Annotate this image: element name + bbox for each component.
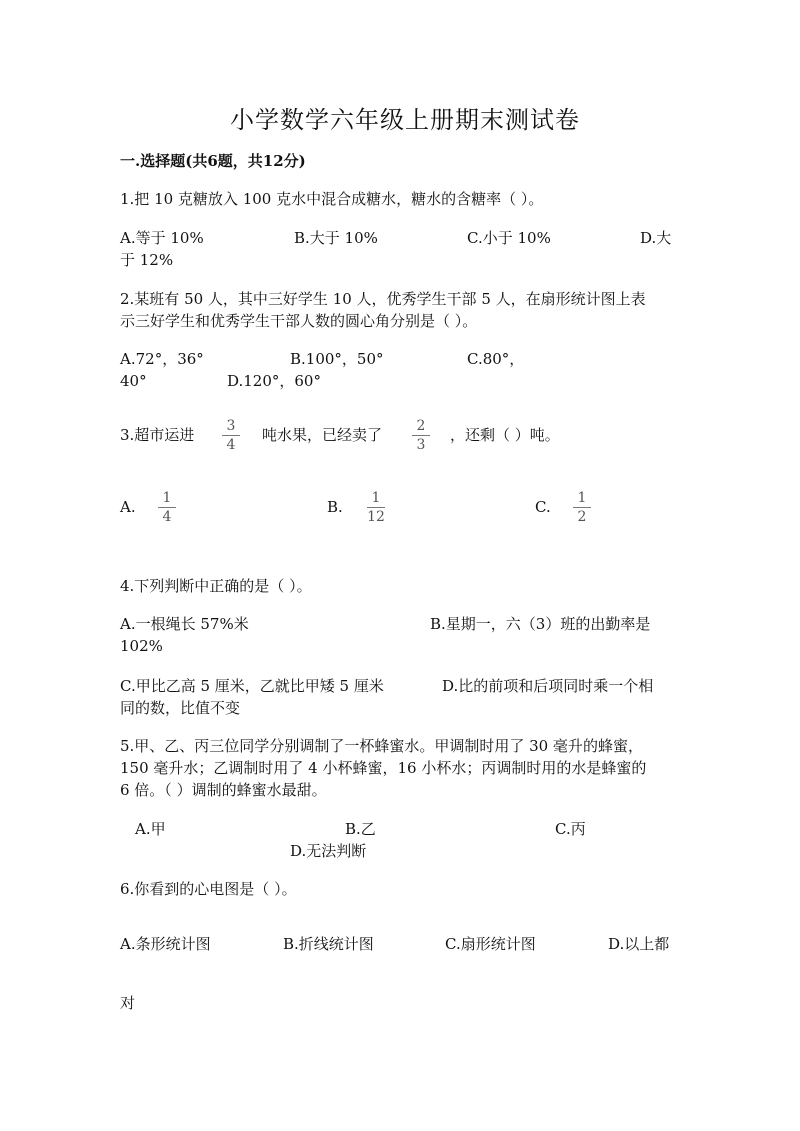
question-6-option-b: B.折线统计图 xyxy=(283,935,374,953)
question-5-stem-line1: 5.甲、乙、丙三位同学分别调制了一杯蜂蜜水。甲调制时用了 30 毫升的蜂蜜， xyxy=(120,737,643,755)
question-1-option-d: D.大 xyxy=(640,229,672,247)
question-4-stem: 4.下列判断中正确的是（ ）。 xyxy=(120,577,312,595)
question-3-stem-part3: ，还剩（ ）吨。 xyxy=(450,426,560,444)
question-2-option-a: A.72°，36° xyxy=(120,350,204,368)
question-1-option-b: B.大于 10% xyxy=(294,229,378,247)
question-1-option-c: C.小于 10% xyxy=(467,229,551,247)
fraction-bar xyxy=(222,435,240,436)
fraction-one-twelfth xyxy=(364,490,388,525)
question-4-option-b: B.星期一，六（3）班的出勤率是 xyxy=(430,615,651,633)
fraction-two-thirds xyxy=(409,418,433,453)
question-2-stem-line2: 示三好学生和优秀学生干部人数的圆心角分别是（ ）。 xyxy=(120,312,478,330)
fraction-one-quarter xyxy=(155,490,179,525)
question-5-option-c: C.丙 xyxy=(555,820,586,838)
question-3-option-c: C. xyxy=(535,498,551,516)
fraction-three-quarters xyxy=(219,418,243,453)
fraction-numerator: 2 xyxy=(416,418,426,434)
question-3-option-b: B. xyxy=(327,498,343,516)
fraction-denominator: 2 xyxy=(577,509,587,525)
question-2-option-b: B.100°，50° xyxy=(290,350,384,368)
fraction-numerator: 3 xyxy=(226,418,236,434)
page-title: 小学数学六年级上册期末测试卷 xyxy=(230,106,580,134)
fraction-denominator: 4 xyxy=(226,437,236,453)
question-4-option-c: C.甲比乙高 5 厘米，乙就比甲矮 5 厘米 xyxy=(120,677,384,695)
question-5-option-a: A.甲 xyxy=(135,820,166,838)
question-5-option-d: D.无法判断 xyxy=(290,842,367,860)
question-4-option-d: D.比的前项和后项同时乘一个相 xyxy=(442,677,654,695)
question-2-option-c: C.80°， xyxy=(467,350,525,368)
fraction-numerator: 1 xyxy=(162,490,172,506)
question-6-option-d: D.以上都 xyxy=(608,935,670,953)
section-heading: 一.选择题(共6题，共12分) xyxy=(120,152,306,170)
fraction-bar xyxy=(573,507,591,508)
fraction-numerator: 1 xyxy=(371,490,381,506)
question-6-option-d-cont: 对 xyxy=(120,994,136,1012)
question-6-option-a: A.条形统计图 xyxy=(120,935,211,953)
question-5-stem-line2: 150 毫升水；乙调制时用了 4 小杯蜂蜜，16 小杯水；丙调制时用的水是蜂蜜的 xyxy=(120,759,647,777)
question-4-option-b-cont: 102% xyxy=(120,637,163,655)
question-1-stem: 1.把 10 克糖放入 100 克水中混合成糖水，糖水的含糖率（ ）。 xyxy=(120,190,544,208)
question-4-option-d-cont: 同的数，比值不变 xyxy=(120,699,241,717)
question-3-stem-part1: 3.超市运进 xyxy=(120,426,195,444)
question-1-option-a: A.等于 10% xyxy=(120,229,204,247)
fraction-numerator: 1 xyxy=(577,490,587,506)
question-3-stem-part2: 吨水果，已经卖了 xyxy=(262,426,383,444)
fraction-bar xyxy=(367,507,385,508)
question-1-option-d-cont: 于 12% xyxy=(120,251,174,269)
question-6-option-c: C.扇形统计图 xyxy=(445,935,536,953)
fraction-denominator: 4 xyxy=(162,509,172,525)
fraction-bar xyxy=(158,507,176,508)
question-2-option-c-cont: 40° xyxy=(120,372,147,390)
question-5-stem-line3: 6 倍。（ ）调制的蜂蜜水最甜。 xyxy=(120,781,327,799)
question-5-option-b: B.乙 xyxy=(345,820,376,838)
question-3-option-a: A. xyxy=(120,498,136,516)
fraction-bar xyxy=(412,435,430,436)
fraction-denominator: 3 xyxy=(416,437,426,453)
fraction-one-half xyxy=(570,490,594,525)
fraction-denominator: 12 xyxy=(367,509,385,525)
question-2-stem-line1: 2.某班有 50 人，其中三好学生 10 人，优秀学生干部 5 人，在扇形统计图上表 xyxy=(120,290,646,308)
question-4-option-a: A.一根绳长 57%米 xyxy=(120,615,249,633)
question-2-option-d: D.120°，60° xyxy=(227,372,321,390)
question-6-stem: 6.你看到的心电图是（ ）。 xyxy=(120,880,297,898)
